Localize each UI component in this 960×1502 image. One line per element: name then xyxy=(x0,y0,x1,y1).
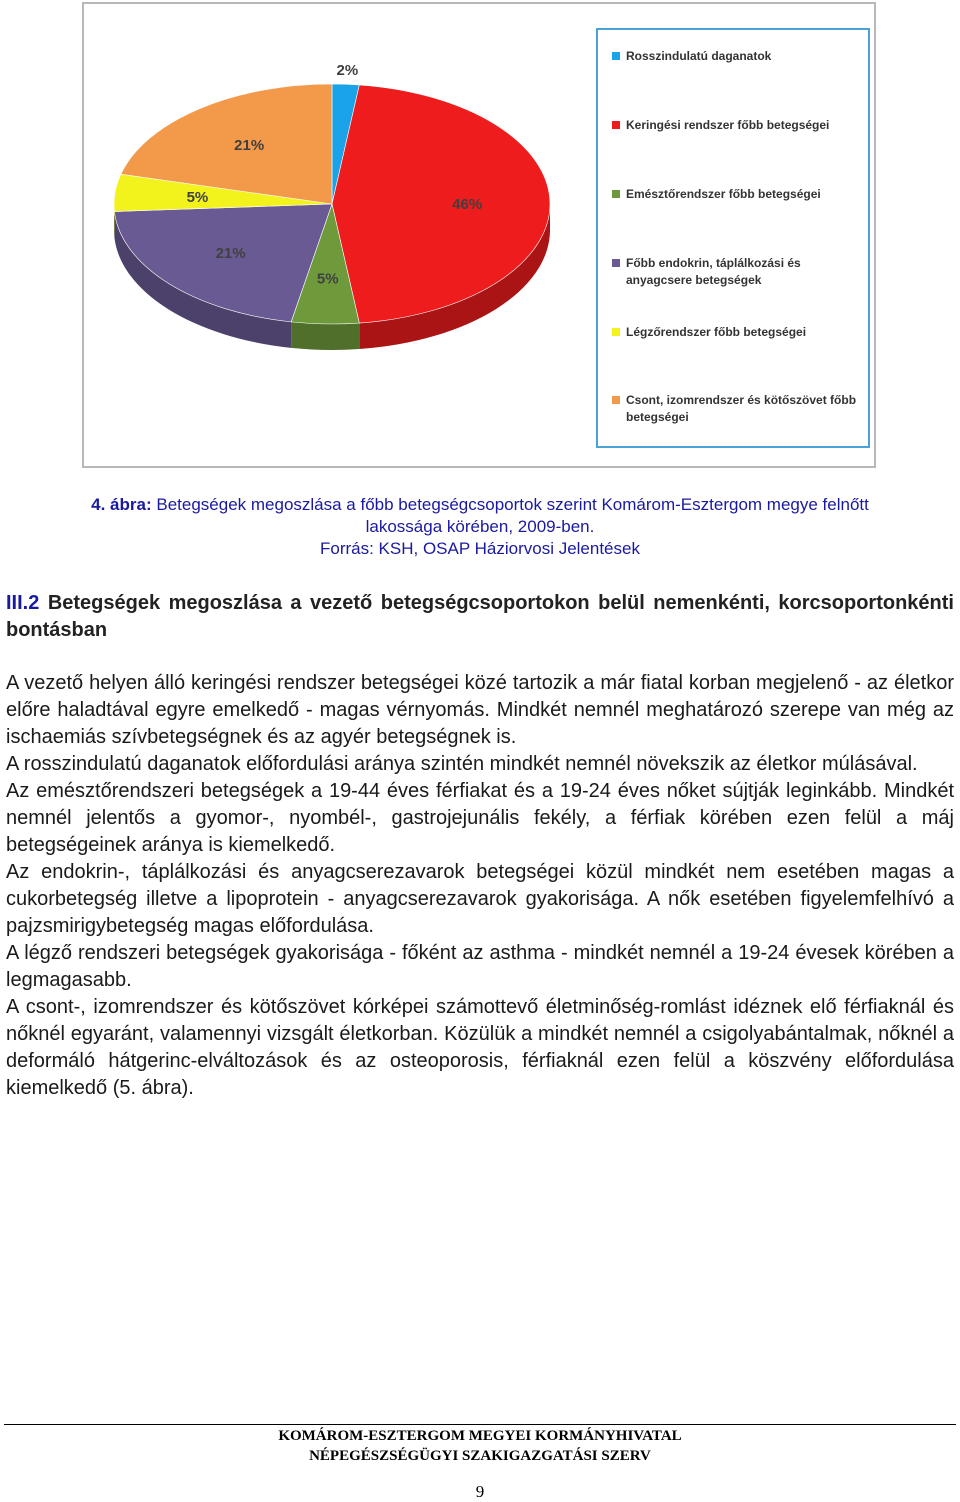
paragraph: A légző rendszeri betegségek gyakorisága - főként az asthma - mindkét nemnél a 19-24 évesek körében a legmagasabb. xyxy=(6,940,954,994)
legend-label: Főbb endokrin, táplálkozási és anyagcsere betegségek xyxy=(626,255,862,289)
legend-label: Emésztőrendszer főbb betegségei xyxy=(626,186,862,203)
legend-label: Csont, izomrendszer és kötőszövet főbb betegségei xyxy=(626,392,862,426)
paragraph: A rosszindulatú daganatok előfordulási aránya szintén mindkét nemnél növekszik az életkor múlásával. xyxy=(6,751,954,778)
figure-caption xyxy=(8,494,952,560)
pie-data-label: 2% xyxy=(336,62,358,79)
pie-chart-figure xyxy=(82,2,876,468)
section-number: III.2 xyxy=(6,592,39,614)
legend-item xyxy=(612,117,862,134)
caption-source: Forrás: KSH, OSAP Háziorvosi Jelentések xyxy=(8,538,952,560)
legend-item xyxy=(612,392,862,426)
footer-divider xyxy=(4,1424,956,1425)
page-number: 9 xyxy=(0,1482,960,1502)
legend-label: Keringési rendszer főbb betegségei xyxy=(626,117,862,134)
section-title-text: Betegségek megoszlása a vezető betegségcsoportokon belül nemenkénti, korcsoportonkénti bontásban xyxy=(6,592,954,641)
legend-swatch-emesztorendszer xyxy=(612,190,620,198)
paragraph: Az emésztőrendszeri betegségek a 19-44 éves férfiakat és a 19-24 éves nőket sújtják leginkább. Mindkét nemnél jelentős a gyomor-, nyombél-, gastrojejunális fekély, a férfiak körében ezen felül a máj betegségeinek aránya is kiemelkedő. xyxy=(6,778,954,859)
pie-top-layer xyxy=(114,84,550,324)
legend-swatch-csont xyxy=(612,396,620,404)
legend-swatch-daganatok xyxy=(612,52,620,60)
legend-swatch-keringesi xyxy=(612,121,620,129)
pie-slice-side xyxy=(291,322,359,350)
footer-line-1: KOMÁROM-ESZTERGOM MEGYEI KORMÁNYHIVATAL xyxy=(0,1426,960,1446)
legend-item xyxy=(612,324,862,341)
legend-swatch-legzorendszer xyxy=(612,328,620,336)
paragraph: A csont-, izomrendszer és kötőszövet kórképei számottevő életminőség-romlást idéznek elő férfiaknál és nőknél egyaránt, valamennyi vizsgált életkorban. Közülük a mindkét nemnél a csigolyabántalmak, nőknél a deformáló hátgerinc-elváltozások és az osteoporosis, férfiaknál ezen felül a köszvény előfordulása kiemelkedő (5. ábra). xyxy=(6,994,954,1102)
chart-legend xyxy=(596,28,870,448)
legend-label: Légzőrendszer főbb betegségei xyxy=(626,324,862,341)
pie-data-label: 21% xyxy=(216,245,246,262)
pie-data-label: 5% xyxy=(317,270,339,287)
page-footer xyxy=(0,1426,960,1466)
paragraph: Az endokrin-, táplálkozási és anyagcserezavarok betegségei közül mindkét nem esetében magas a cukorbetegség illetve a lipoprotein - anyagcserezavarok gyakorisága. A nők esetében figyelemfelhívó a pajzsmirigybetegség magas előfordulása. xyxy=(6,859,954,940)
pie-chart xyxy=(84,4,594,466)
figure-label: 4. ábra: xyxy=(91,495,151,514)
legend-swatch-endokrin xyxy=(612,259,620,267)
pie-data-label: 21% xyxy=(234,137,264,154)
footer-line-2: NÉPEGÉSZSÉGÜGYI SZAKIGAZGATÁSI SZERV xyxy=(0,1446,960,1466)
pie-data-label: 5% xyxy=(187,189,209,206)
pie-data-label: 46% xyxy=(452,196,482,213)
caption-text-2: lakossága körében, 2009-ben. xyxy=(8,516,952,538)
legend-label: Rosszindulatú daganatok xyxy=(626,48,862,65)
legend-item xyxy=(612,48,862,65)
section-heading xyxy=(6,590,954,644)
paragraph: A vezető helyen álló keringési rendszer betegségei közé tartozik a már fiatal korban megjelenő - az életkor előre haladtával egyre emelkedő - magas vérnyomás. Mindkét nemnél meghatározó szerepe van még az ischaemiás szívbetegségnek és az agyér betegségnek is. xyxy=(6,670,954,751)
caption-line-1 xyxy=(8,494,952,516)
legend-item xyxy=(612,255,862,289)
body-text xyxy=(6,670,954,1102)
legend-item xyxy=(612,186,862,203)
caption-text-1: Betegségek megoszlása a főbb betegségcsoportok szerint Komárom-Esztergom megye felnőtt xyxy=(156,495,868,514)
